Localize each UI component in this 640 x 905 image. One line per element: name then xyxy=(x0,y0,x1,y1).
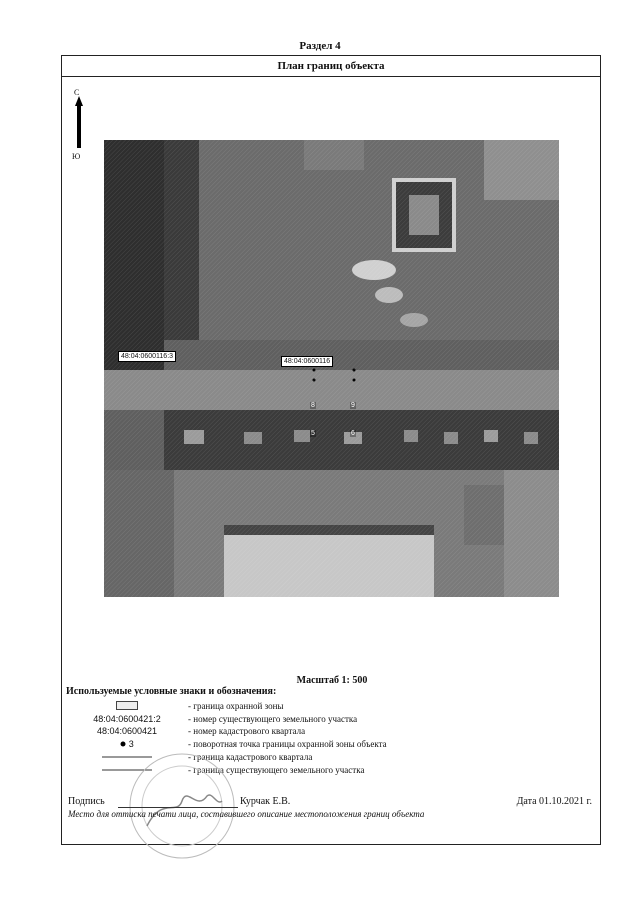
point-label: 6 xyxy=(351,430,355,437)
legend-point-number: 3 xyxy=(128,739,134,749)
scale-label: Масштаб 1: 500 xyxy=(296,675,368,686)
legend-symbol-text: 48:04:0600421 xyxy=(96,726,158,736)
document-date: Дата 01.10.2021 г. xyxy=(516,796,592,807)
point-label: 9 xyxy=(351,402,355,409)
legend-desc: - номер существующего земельного участка xyxy=(188,714,358,724)
legend-desc: - номер кадастрового квартала xyxy=(188,726,306,736)
aerial-photo xyxy=(104,140,559,597)
legend-item xyxy=(62,726,602,739)
parcel-label: 48:04:0600116 xyxy=(281,356,333,367)
legend-desc: - граница охранной зоны xyxy=(188,701,284,711)
parcel-label: 48:04:0600116:3 xyxy=(118,351,176,362)
legend-desc: - граница существующего земельного участка xyxy=(188,765,365,775)
seal-note: Место для оттиска печати лица, составившего описание местоположения границ объекта xyxy=(68,809,425,819)
hatched-box-icon xyxy=(116,701,138,710)
legend-desc: - поворотная точка границы охранной зоны объекта xyxy=(188,739,387,749)
signature-label: Подпись xyxy=(68,796,105,807)
document-frame xyxy=(61,55,601,845)
section-title: Раздел 4 xyxy=(299,40,341,52)
legend-symbol-text: 48:04:0600421:2 xyxy=(93,714,161,724)
signer-name: Курчак Е.В. xyxy=(240,796,291,807)
legend-title: Используемые условные знаки и обозначения: xyxy=(66,686,277,697)
legend-item xyxy=(62,701,602,714)
signature-line xyxy=(118,807,238,808)
signature-row xyxy=(68,796,596,807)
north-label: С xyxy=(74,88,80,97)
point-label: 8 xyxy=(311,402,315,409)
north-arrow-icon xyxy=(73,96,85,152)
frame-title: План границ объекта xyxy=(62,56,600,77)
point-label: 5 xyxy=(311,430,315,437)
south-label: Ю xyxy=(72,152,81,161)
aerial-photo-image xyxy=(104,140,559,597)
north-arrow xyxy=(72,88,88,163)
legend-symbol-zone xyxy=(72,701,182,712)
legend-desc: - граница кадастрового квартала xyxy=(188,752,313,762)
